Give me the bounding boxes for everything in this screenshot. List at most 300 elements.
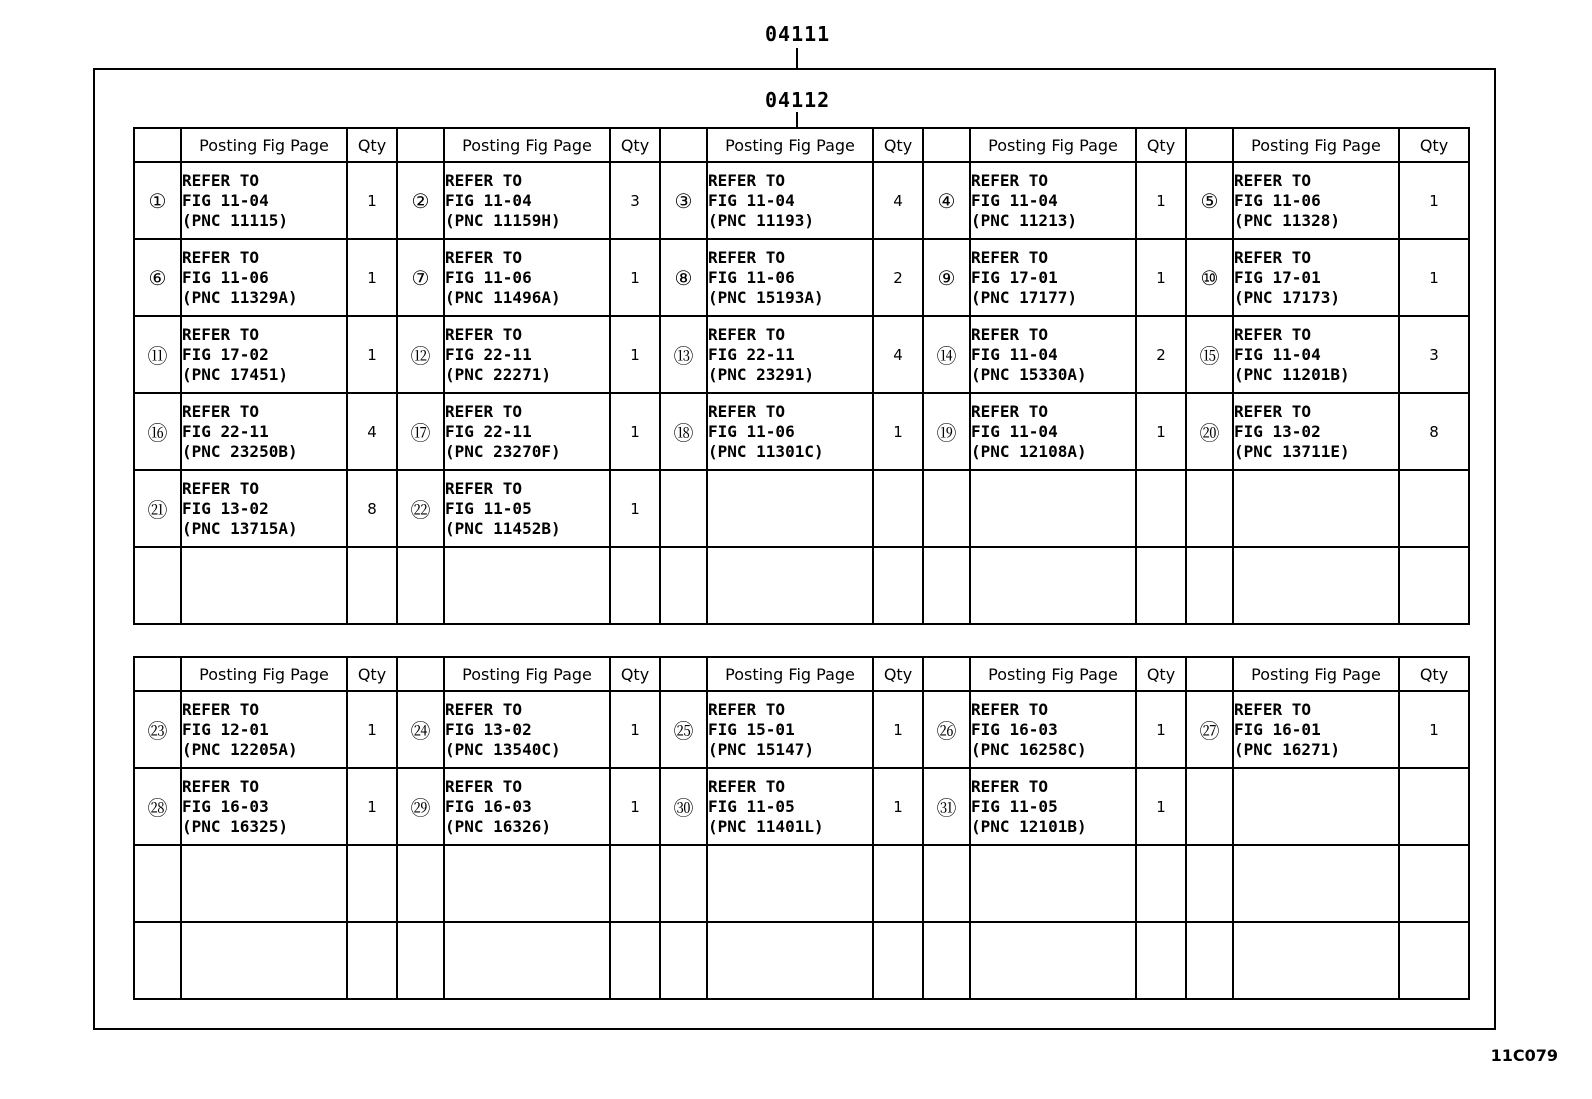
posting-reference-cell	[970, 845, 1136, 922]
reference-line: (PNC 12108A)	[971, 441, 1087, 461]
qty-cell	[347, 547, 397, 624]
reference-line: (PNC 11401L)	[708, 816, 824, 836]
reference-line: REFER TO	[445, 478, 523, 498]
reference-line: FIG 17-02	[182, 344, 269, 364]
reference-line: REFER TO	[1234, 170, 1312, 190]
header-posting-fig-page: Posting Fig Page	[1233, 128, 1399, 162]
reference-line: REFER TO	[182, 324, 260, 344]
item-number-cell	[660, 162, 707, 239]
header-posting-fig-page: Posting Fig Page	[444, 657, 610, 691]
item-number: ㉗	[1199, 719, 1220, 743]
item-number-cell	[397, 393, 444, 470]
header-number-cell	[660, 128, 707, 162]
item-number: ⑯	[147, 421, 168, 445]
reference-line: (PNC 11115)	[182, 210, 288, 230]
header-qty: Qty	[610, 128, 660, 162]
posting-reference-cell	[970, 768, 1136, 845]
reference-line: (PNC 13715A)	[182, 518, 298, 538]
posting-reference-cell	[181, 393, 347, 470]
header-qty: Qty	[1136, 657, 1186, 691]
reference-line: (PNC 17177)	[971, 287, 1077, 307]
item-number: ㉓	[147, 719, 168, 743]
reference-line: FIG 16-01	[1234, 719, 1321, 739]
item-number-cell	[134, 768, 181, 845]
header-posting-fig-page: Posting Fig Page	[707, 657, 873, 691]
qty-cell: 1	[610, 470, 660, 547]
header-qty: Qty	[347, 657, 397, 691]
item-number-cell	[134, 239, 181, 316]
item-number: ⑬	[673, 344, 694, 368]
posting-reference-cell	[444, 768, 610, 845]
posting-reference-cell	[1233, 470, 1399, 547]
reference-line: FIG 11-04	[971, 344, 1058, 364]
posting-reference-cell	[970, 547, 1136, 624]
posting-reference-cell	[970, 316, 1136, 393]
item-number: ⑮	[1199, 344, 1220, 368]
reference-line: REFER TO	[708, 401, 786, 421]
header-number-cell	[134, 657, 181, 691]
header-number-cell	[923, 128, 970, 162]
item-number: ㉒	[410, 498, 431, 522]
reference-line: REFER TO	[708, 699, 786, 719]
item-number: ⑩	[1200, 265, 1219, 290]
reference-line: (PNC 17173)	[1234, 287, 1340, 307]
item-number-cell	[1186, 470, 1233, 547]
header-number-cell	[1186, 657, 1233, 691]
reference-line: REFER TO	[1234, 401, 1312, 421]
item-number-cell	[397, 845, 444, 922]
item-number: ⑱	[673, 421, 694, 445]
item-number-cell	[660, 922, 707, 999]
qty-cell	[347, 922, 397, 999]
reference-line: (PNC 17451)	[182, 364, 288, 384]
item-number: ④	[937, 188, 956, 213]
item-number-cell	[134, 470, 181, 547]
header-posting-fig-page: Posting Fig Page	[181, 657, 347, 691]
posting-reference-cell	[181, 470, 347, 547]
reference-line: REFER TO	[708, 170, 786, 190]
posting-reference-cell	[1233, 393, 1399, 470]
posting-reference-cell	[707, 691, 873, 768]
posting-reference-cell	[444, 547, 610, 624]
reference-line: (PNC 11201B)	[1234, 364, 1350, 384]
item-number-cell	[1186, 393, 1233, 470]
item-number: ㉑	[147, 498, 168, 522]
posting-reference-cell	[970, 393, 1136, 470]
reference-line: REFER TO	[182, 699, 260, 719]
reference-line: FIG 17-01	[971, 267, 1058, 287]
posting-reference-cell	[181, 316, 347, 393]
reference-line: (PNC 15330A)	[971, 364, 1087, 384]
reference-line: REFER TO	[1234, 247, 1312, 267]
reference-line: (PNC 16271)	[1234, 739, 1340, 759]
qty-cell	[1399, 768, 1469, 845]
item-number-cell	[660, 547, 707, 624]
parts-table-upper	[133, 127, 1470, 625]
item-number-cell	[660, 691, 707, 768]
reference-line: (PNC 13711E)	[1234, 441, 1350, 461]
reference-line: (PNC 15193A)	[708, 287, 824, 307]
qty-cell: 1	[610, 768, 660, 845]
reference-line: (PNC 12101B)	[971, 816, 1087, 836]
item-number-cell	[923, 162, 970, 239]
qty-cell	[610, 922, 660, 999]
posting-reference-cell	[707, 393, 873, 470]
posting-reference-cell	[707, 162, 873, 239]
qty-cell	[1399, 547, 1469, 624]
reference-line: (PNC 23291)	[708, 364, 814, 384]
reference-line: FIG 11-04	[182, 190, 269, 210]
item-number: ⑫	[410, 344, 431, 368]
illustration-code: 11C079	[1490, 1046, 1558, 1065]
posting-reference-cell	[970, 922, 1136, 999]
item-number-cell	[660, 845, 707, 922]
item-number-cell	[660, 239, 707, 316]
item-number: ③	[674, 188, 693, 213]
qty-cell: 1	[1399, 239, 1469, 316]
posting-reference-cell	[1233, 845, 1399, 922]
posting-reference-cell	[181, 239, 347, 316]
item-number-cell	[134, 922, 181, 999]
reference-line: REFER TO	[708, 776, 786, 796]
posting-reference-cell	[707, 922, 873, 999]
posting-reference-cell	[444, 845, 610, 922]
reference-line: REFER TO	[182, 170, 260, 190]
posting-reference-cell	[707, 316, 873, 393]
table-row	[134, 316, 1469, 393]
reference-line: FIG 13-02	[445, 719, 532, 739]
reference-line: FIG 11-04	[708, 190, 795, 210]
posting-reference-cell	[1233, 691, 1399, 768]
qty-cell	[1136, 845, 1186, 922]
reference-line: FIG 11-06	[708, 267, 795, 287]
posting-reference-cell	[444, 162, 610, 239]
reference-line: (PNC 23250B)	[182, 441, 298, 461]
qty-cell	[610, 547, 660, 624]
reference-line: FIG 11-05	[971, 796, 1058, 816]
qty-cell: 4	[873, 316, 923, 393]
qty-cell: 1	[873, 768, 923, 845]
table-row	[134, 845, 1469, 922]
reference-line: (PNC 11328)	[1234, 210, 1340, 230]
item-number-cell	[397, 547, 444, 624]
reference-line: REFER TO	[445, 247, 523, 267]
header-number-cell	[1186, 128, 1233, 162]
header-posting-fig-page: Posting Fig Page	[707, 128, 873, 162]
item-number-cell	[397, 768, 444, 845]
posting-reference-cell	[181, 162, 347, 239]
qty-cell: 1	[1399, 691, 1469, 768]
qty-cell: 1	[1399, 162, 1469, 239]
outer-leader-line	[796, 48, 798, 68]
table-row	[134, 239, 1469, 316]
posting-reference-cell	[444, 470, 610, 547]
posting-reference-cell	[181, 922, 347, 999]
reference-line: FIG 13-02	[1234, 421, 1321, 441]
posting-reference-cell	[181, 768, 347, 845]
qty-cell	[1136, 922, 1186, 999]
posting-reference-cell	[444, 239, 610, 316]
item-number-cell	[397, 239, 444, 316]
item-number: ⑥	[148, 265, 167, 290]
reference-line: REFER TO	[971, 324, 1049, 344]
reference-line: FIG 13-02	[182, 498, 269, 518]
item-number: ⑰	[410, 421, 431, 445]
posting-reference-cell	[707, 547, 873, 624]
posting-reference-cell	[970, 162, 1136, 239]
reference-line: REFER TO	[971, 247, 1049, 267]
item-number-cell	[1186, 316, 1233, 393]
item-number-cell	[134, 316, 181, 393]
qty-cell: 3	[610, 162, 660, 239]
posting-reference-cell	[707, 239, 873, 316]
item-number-cell	[397, 316, 444, 393]
item-number-cell	[660, 393, 707, 470]
item-number-cell	[660, 768, 707, 845]
posting-reference-cell	[181, 547, 347, 624]
reference-line: REFER TO	[971, 401, 1049, 421]
qty-cell: 2	[1136, 316, 1186, 393]
qty-cell	[873, 845, 923, 922]
item-number-cell	[134, 845, 181, 922]
item-number: ㉖	[936, 719, 957, 743]
item-number-cell	[397, 470, 444, 547]
posting-reference-cell	[970, 470, 1136, 547]
qty-cell	[1399, 470, 1469, 547]
reference-line: FIG 11-05	[708, 796, 795, 816]
item-number-cell	[923, 922, 970, 999]
header-qty: Qty	[873, 657, 923, 691]
reference-line: FIG 11-06	[1234, 190, 1321, 210]
reference-line: REFER TO	[708, 324, 786, 344]
item-number: ㉙	[410, 796, 431, 820]
reference-line: REFER TO	[182, 478, 260, 498]
reference-line: FIG 11-06	[445, 267, 532, 287]
header-qty: Qty	[1399, 128, 1469, 162]
item-number-cell	[923, 845, 970, 922]
qty-cell: 1	[873, 691, 923, 768]
qty-cell: 4	[347, 393, 397, 470]
posting-reference-cell	[970, 239, 1136, 316]
outer-assembly-label: 04111	[765, 22, 831, 46]
header-number-cell	[397, 657, 444, 691]
item-number-cell	[923, 470, 970, 547]
reference-line: FIG 16-03	[971, 719, 1058, 739]
table-row	[134, 922, 1469, 999]
reference-line: (PNC 16325)	[182, 816, 288, 836]
reference-line: FIG 22-11	[445, 344, 532, 364]
reference-line: (PNC 22271)	[445, 364, 551, 384]
posting-reference-cell	[1233, 547, 1399, 624]
qty-cell: 2	[873, 239, 923, 316]
reference-line: FIG 22-11	[445, 421, 532, 441]
qty-cell: 1	[1136, 691, 1186, 768]
item-number-cell	[923, 691, 970, 768]
reference-line: REFER TO	[445, 324, 523, 344]
qty-cell	[1136, 470, 1186, 547]
header-row	[134, 128, 1469, 162]
reference-line: FIG 16-03	[182, 796, 269, 816]
item-number-cell	[397, 162, 444, 239]
qty-cell: 8	[1399, 393, 1469, 470]
item-number-cell	[660, 316, 707, 393]
reference-line: REFER TO	[1234, 324, 1312, 344]
item-number-cell	[1186, 845, 1233, 922]
header-posting-fig-page: Posting Fig Page	[181, 128, 347, 162]
qty-cell: 1	[1136, 239, 1186, 316]
reference-line: FIG 11-04	[445, 190, 532, 210]
table-row	[134, 768, 1469, 845]
header-number-cell	[134, 128, 181, 162]
item-number-cell	[1186, 162, 1233, 239]
header-posting-fig-page: Posting Fig Page	[970, 128, 1136, 162]
qty-cell	[1136, 547, 1186, 624]
item-number-cell	[1186, 768, 1233, 845]
reference-line: (PNC 11193)	[708, 210, 814, 230]
reference-line: FIG 22-11	[708, 344, 795, 364]
item-number-cell	[1186, 922, 1233, 999]
reference-line: REFER TO	[971, 699, 1049, 719]
reference-line: REFER TO	[182, 776, 260, 796]
header-qty: Qty	[1399, 657, 1469, 691]
posting-reference-cell	[444, 316, 610, 393]
qty-cell	[347, 845, 397, 922]
item-number-cell	[134, 393, 181, 470]
reference-line: REFER TO	[445, 776, 523, 796]
item-number-cell	[397, 922, 444, 999]
inner-assembly-label: 04112	[765, 88, 831, 112]
item-number: ㉘	[147, 796, 168, 820]
reference-line: REFER TO	[182, 247, 260, 267]
posting-reference-cell	[1233, 239, 1399, 316]
item-number: ㉕	[673, 719, 694, 743]
reference-line: FIG 15-01	[708, 719, 795, 739]
item-number: ⑭	[936, 344, 957, 368]
qty-cell	[873, 922, 923, 999]
header-qty: Qty	[610, 657, 660, 691]
header-posting-fig-page: Posting Fig Page	[970, 657, 1136, 691]
reference-line: (PNC 16326)	[445, 816, 551, 836]
parts-table-lower	[133, 656, 1470, 1000]
reference-line: FIG 11-05	[445, 498, 532, 518]
item-number: ㉛	[936, 796, 957, 820]
item-number-cell	[660, 470, 707, 547]
reference-line: REFER TO	[1234, 699, 1312, 719]
item-number-cell	[923, 768, 970, 845]
qty-cell: 1	[347, 239, 397, 316]
reference-line: REFER TO	[445, 699, 523, 719]
qty-cell: 1	[1136, 393, 1186, 470]
reference-line: (PNC 15147)	[708, 739, 814, 759]
header-qty: Qty	[873, 128, 923, 162]
qty-cell: 3	[1399, 316, 1469, 393]
reference-line: FIG 22-11	[182, 421, 269, 441]
table-row	[134, 691, 1469, 768]
header-posting-fig-page: Posting Fig Page	[1233, 657, 1399, 691]
qty-cell: 1	[1136, 768, 1186, 845]
inner-leader-line	[796, 112, 798, 128]
posting-reference-cell	[707, 470, 873, 547]
table-row	[134, 162, 1469, 239]
qty-cell	[873, 470, 923, 547]
reference-line: REFER TO	[182, 401, 260, 421]
reference-line: (PNC 11159H)	[445, 210, 561, 230]
reference-line: FIG 11-04	[971, 190, 1058, 210]
qty-cell	[1399, 922, 1469, 999]
item-number-cell	[1186, 691, 1233, 768]
header-row	[134, 657, 1469, 691]
reference-line: FIG 11-04	[971, 421, 1058, 441]
reference-line: REFER TO	[445, 170, 523, 190]
posting-reference-cell	[1233, 922, 1399, 999]
item-number-cell	[1186, 239, 1233, 316]
posting-reference-cell	[444, 393, 610, 470]
header-qty: Qty	[1136, 128, 1186, 162]
qty-cell: 1	[347, 316, 397, 393]
item-number-cell	[1186, 547, 1233, 624]
qty-cell: 1	[610, 316, 660, 393]
qty-cell	[1399, 845, 1469, 922]
reference-line: REFER TO	[445, 401, 523, 421]
item-number-cell	[397, 691, 444, 768]
reference-line: FIG 11-04	[1234, 344, 1321, 364]
reference-line: (PNC 11452B)	[445, 518, 561, 538]
header-qty: Qty	[347, 128, 397, 162]
qty-cell: 1	[873, 393, 923, 470]
reference-line: FIG 16-03	[445, 796, 532, 816]
posting-reference-cell	[181, 845, 347, 922]
reference-line: (PNC 11301C)	[708, 441, 824, 461]
item-number-cell	[134, 547, 181, 624]
reference-line: (PNC 13540C)	[445, 739, 561, 759]
item-number-cell	[134, 162, 181, 239]
header-number-cell	[397, 128, 444, 162]
reference-line: (PNC 11329A)	[182, 287, 298, 307]
qty-cell: 1	[610, 393, 660, 470]
reference-line: REFER TO	[708, 247, 786, 267]
item-number-cell	[923, 316, 970, 393]
item-number-cell	[923, 393, 970, 470]
qty-cell: 4	[873, 162, 923, 239]
posting-reference-cell	[181, 691, 347, 768]
item-number: ⑤	[1200, 188, 1219, 213]
reference-line: (PNC 11213)	[971, 210, 1077, 230]
item-number-cell	[923, 547, 970, 624]
header-posting-fig-page: Posting Fig Page	[444, 128, 610, 162]
posting-reference-cell	[1233, 162, 1399, 239]
reference-line: REFER TO	[971, 776, 1049, 796]
posting-reference-cell	[1233, 768, 1399, 845]
reference-line: (PNC 23270F)	[445, 441, 561, 461]
reference-line: FIG 12-01	[182, 719, 269, 739]
reference-line: (PNC 11496A)	[445, 287, 561, 307]
reference-line: FIG 17-01	[1234, 267, 1321, 287]
posting-reference-cell	[444, 691, 610, 768]
header-number-cell	[660, 657, 707, 691]
reference-line: (PNC 16258C)	[971, 739, 1087, 759]
qty-cell: 1	[347, 768, 397, 845]
item-number: ⑪	[147, 344, 168, 368]
item-number: ㉚	[673, 796, 694, 820]
posting-reference-cell	[1233, 316, 1399, 393]
reference-line: REFER TO	[971, 170, 1049, 190]
table-row	[134, 393, 1469, 470]
qty-cell	[610, 845, 660, 922]
qty-cell: 1	[610, 691, 660, 768]
item-number: ⑧	[674, 265, 693, 290]
item-number: ⑨	[937, 265, 956, 290]
posting-reference-cell	[707, 768, 873, 845]
